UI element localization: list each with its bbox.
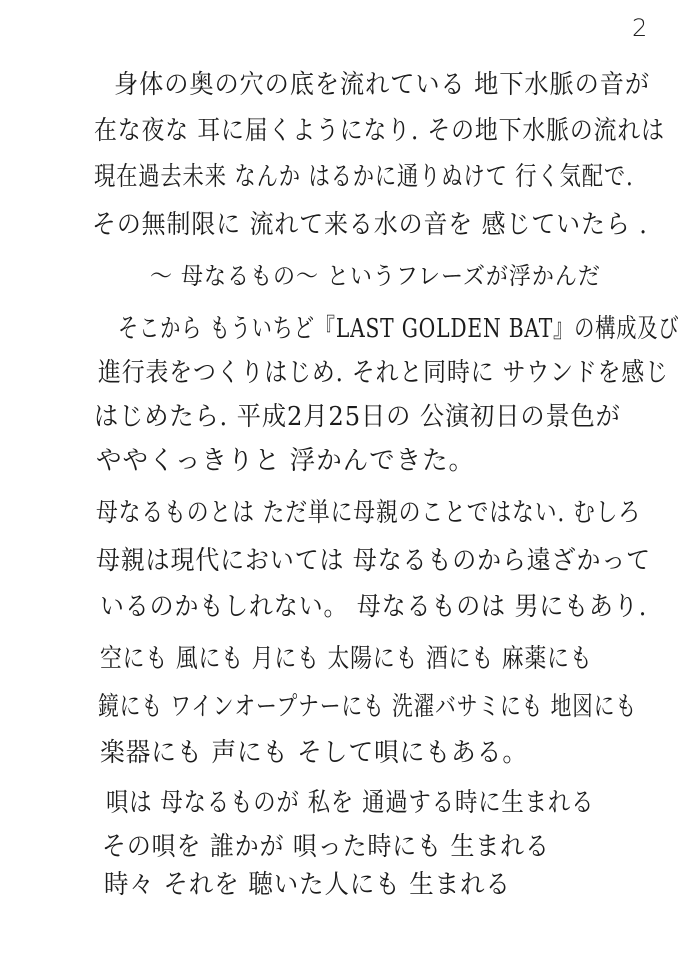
text-line: ややくっきりと 浮かんできた。 (96, 446, 476, 476)
text-line: はじめたら. 平成2月25日の 公演初日の景色が (94, 402, 621, 432)
text-line: その唄を 誰かが 唄った時にも 生まれる (102, 832, 550, 862)
text-line: 時々 それを 聴いた人にも 生まれる (104, 870, 511, 900)
page-number: 2 (632, 14, 648, 42)
text-line: 空にも 風にも 月にも 太陽にも 酒にも 麻薬にも (100, 644, 593, 674)
text-line: 楽器にも 声にも そして唄にもある。 (100, 738, 529, 768)
text-line: 鏡にも ワインオープナーにも 洗濯バサミにも 地図にも (98, 692, 637, 722)
text-line: 身体の奥の穴の底を流れている 地下水脈の音が (114, 70, 650, 100)
text-line: そこから もういちど『LAST GOLDEN BAT』の構成及び (118, 314, 680, 344)
text-line: 進行表をつくりはじめ. それと同時に サウンドを感じ (98, 358, 669, 388)
text-line: その無制限に 流れて来る水の音を 感じていたら . (92, 210, 648, 240)
text-line: 現在過去未来 なんか はるかに通りぬけて 行く気配で. (94, 162, 634, 192)
text-line: 在な夜な 耳に届くようになり. その地下水脈の流れは (94, 116, 665, 146)
text-line: 母なるものとは ただ単に母親のことではない. むしろ (96, 498, 641, 528)
text-line: 〜 母なるもの〜 というフレーズが浮かんだ (150, 262, 601, 290)
text-line: 母親は現代においては 母なるものから遠ざかって (96, 546, 652, 576)
text-line: いるのかもしれない。 母なるものは 男にもあり. (100, 592, 648, 622)
text-line: 唄は 母なるものが 私を 通過する時に生まれる (106, 788, 595, 818)
